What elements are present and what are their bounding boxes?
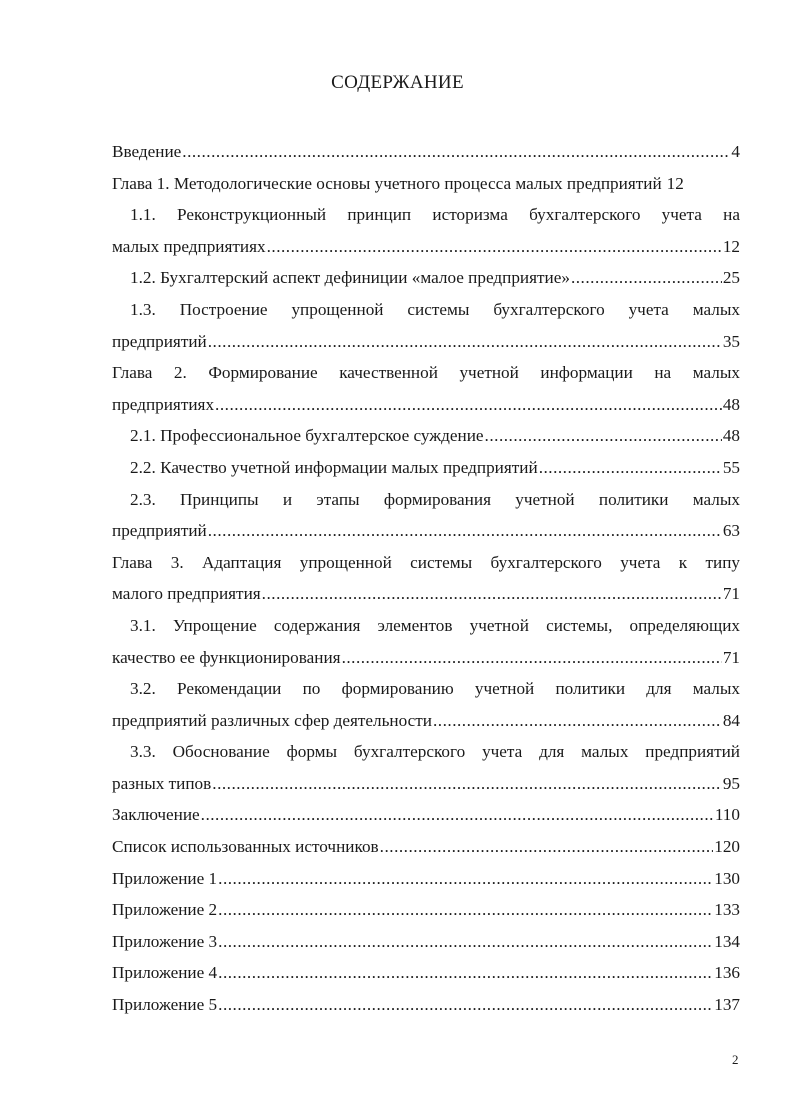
dot-leader [218, 863, 713, 895]
toc-entry-text: Заключение [112, 805, 200, 825]
toc-entry-1-3-line2 [112, 326, 740, 358]
toc-entry-text: качество ее функционирования [112, 647, 341, 667]
dot-leader [571, 262, 722, 294]
toc-entry-3-1-line1: 3.1. Упрощение содержания элементов учетной системы, определяющих [130, 615, 740, 635]
toc-entry-chapter-2-line1: Глава 2. Формирование качественной учетной информации на малых [112, 363, 740, 383]
toc-page-number: 136 [714, 963, 740, 983]
toc-entry-conclusion [112, 799, 740, 831]
toc-page-number: 55 [722, 457, 740, 477]
toc-entry-3-2-line1: 3.2. Рекомендации по формированию учетной политики для малых [130, 679, 740, 699]
toc-entry-text: предприятий различных сфер деятельности [112, 710, 432, 730]
toc-page-number: 120 [714, 837, 740, 857]
toc-entry-text: Приложение 1 [112, 868, 218, 888]
toc-entry-text: 1.2. Бухгалтерский аспект дефиниции «малое предприятие» [130, 268, 570, 288]
toc-entry-chapter-3-line1: Глава 3. Адаптация упрощенной системы бухгалтерского учета к типу [112, 552, 740, 572]
toc-entry-text: Глава 1. Методологические основы учетного процесса малых предприятий [112, 173, 662, 193]
toc-page-number: 63 [722, 521, 740, 541]
toc-entry-3-3-line2 [112, 768, 740, 800]
toc-entry-appendix-4 [112, 957, 740, 989]
dot-leader [212, 768, 722, 800]
toc-entry-2-1 [112, 420, 740, 452]
toc-entry-3-3-line1: 3.3. Обоснование формы бухгалтерского учета для малых предприятий [130, 742, 740, 762]
toc-entry-3-2-line2 [112, 705, 740, 737]
dot-leader [208, 326, 722, 358]
toc-page-number: 48 [722, 426, 740, 446]
dot-leader [342, 642, 722, 674]
dot-leader [485, 420, 722, 452]
toc-entry-appendix-2 [112, 894, 740, 926]
toc-entry-text: предприятий [112, 331, 207, 351]
toc-entry-text: 2.2. Качество учетной информации малых предприятий [130, 457, 538, 477]
table-of-contents [112, 136, 740, 1021]
toc-entry-appendix-1 [112, 863, 740, 895]
toc-entry-3-1-line2 [112, 642, 740, 674]
toc-entry-text: предприятий [112, 521, 207, 541]
toc-entry-text: 2.1. Профессиональное бухгалтерское суждение [130, 426, 484, 446]
dot-leader [208, 515, 722, 547]
dot-leader [380, 831, 714, 863]
toc-entry-introduction [112, 136, 740, 168]
dot-leader [201, 799, 714, 831]
dot-leader [218, 926, 713, 958]
toc-page-number: 133 [714, 900, 740, 920]
toc-entry-text: малых предприятиях [112, 236, 266, 256]
dot-leader [539, 452, 722, 484]
toc-page-number: 71 [722, 584, 740, 604]
dot-leader [262, 578, 722, 610]
dot-leader [433, 705, 722, 737]
dot-leader [218, 989, 713, 1021]
toc-entry-2-2 [112, 452, 740, 484]
toc-entry-text: Приложение 2 [112, 900, 218, 920]
toc-page-number: 84 [722, 710, 740, 730]
toc-entry-1-1-line1: 1.1. Реконструкционный принцип историзма бухгалтерского учета на [130, 205, 740, 225]
toc-entry-text: Список использованных источников [112, 837, 379, 857]
toc-entry-chapter-3-line2 [112, 578, 740, 610]
toc-page-number: 48 [722, 394, 740, 414]
toc-entry-chapter-1 [112, 168, 740, 200]
toc-page-number: 71 [722, 647, 740, 667]
toc-entry-text: Введение [112, 142, 182, 161]
page-number: 2 [732, 1052, 739, 1067]
toc-entry-references [112, 831, 740, 863]
dot-leader [215, 389, 722, 421]
toc-entry-appendix-5 [112, 989, 740, 1021]
toc-entry-text: разных типов [112, 773, 212, 793]
dot-leader [182, 136, 730, 168]
toc-entry-text: Приложение 4 [112, 963, 218, 983]
toc-page-number: 12 [666, 173, 684, 193]
dot-leader [218, 957, 713, 989]
toc-page-number: 4 [731, 142, 740, 161]
page-title: СОДЕРЖАНИЕ [331, 72, 464, 93]
toc-entry-text: Приложение 3 [112, 931, 218, 951]
toc-entry-appendix-3 [112, 926, 740, 958]
toc-entry-chapter-2-line2 [112, 389, 740, 421]
toc-page-number: 12 [722, 236, 740, 256]
toc-page-number: 95 [722, 773, 740, 793]
toc-page-number: 110 [714, 805, 740, 825]
toc-entry-2-3-line2 [112, 515, 740, 547]
toc-page-number: 130 [714, 868, 740, 888]
toc-page-number: 35 [722, 331, 740, 351]
dot-leader [267, 231, 722, 263]
toc-page-number: 134 [714, 931, 740, 951]
dot-leader [218, 894, 713, 926]
toc-entry-text: Приложение 5 [112, 995, 218, 1015]
toc-entry-1-3-line1: 1.3. Построение упрощенной системы бухгалтерского учета малых [130, 299, 740, 319]
toc-page-number: 25 [722, 268, 740, 288]
toc-entry-text: предприятиях [112, 394, 215, 414]
toc-entry-1-2 [112, 262, 740, 294]
toc-entry-1-1-line2 [112, 231, 740, 263]
toc-entry-2-3-line1: 2.3. Принципы и этапы формирования учетной политики малых [130, 489, 740, 509]
toc-entry-text: малого предприятия [112, 584, 261, 604]
toc-page-number: 137 [714, 995, 740, 1015]
